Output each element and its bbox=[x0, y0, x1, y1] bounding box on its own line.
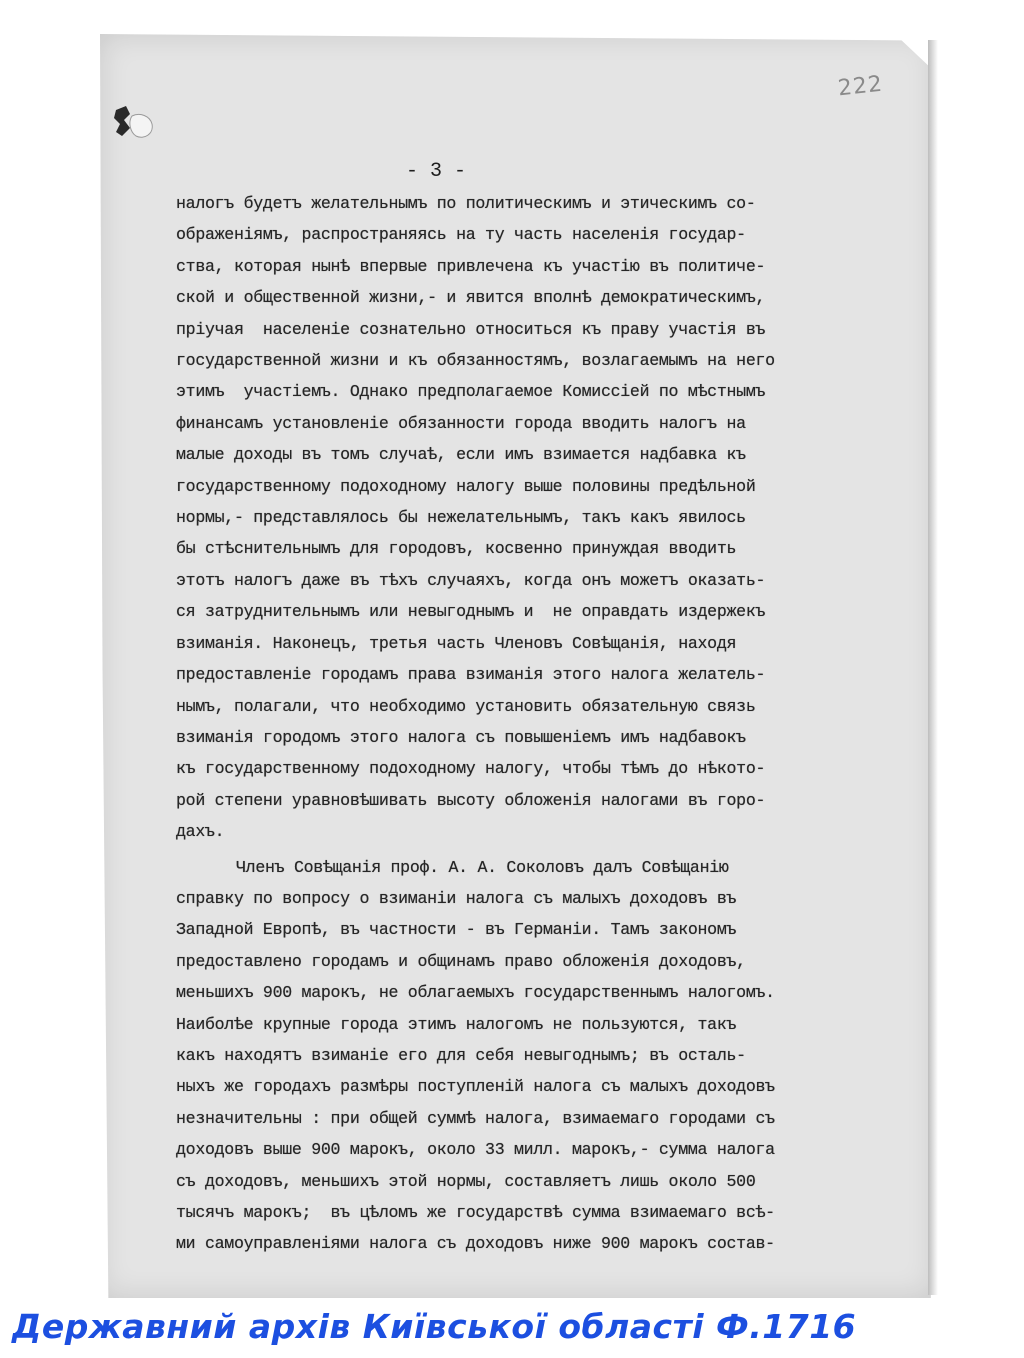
text-line: дахъ. bbox=[176, 822, 225, 842]
text-line: этотъ налогъ даже въ тѣхъ случаяхъ, когда онъ можетъ оказать- bbox=[176, 570, 766, 590]
text-line: предоставлено городамъ и общинамъ право обложенія доходовъ, bbox=[176, 951, 746, 971]
text-line: государственному подоходному налогу выше половины предѣльной bbox=[176, 476, 756, 496]
text-line: ныхъ же городахъ размѣры поступленій налога съ малыхъ доходовъ bbox=[176, 1077, 775, 1097]
text-line: ства, которая нынѣ впервые привлечена къ участію въ политиче- bbox=[176, 256, 766, 276]
text-line: налогъ будетъ желательнымъ по политическимъ и этическимъ со- bbox=[176, 194, 756, 213]
text-line: доходовъ выше 900 марокъ, около 33 милл. марокъ,- сумма налога bbox=[176, 1140, 775, 1160]
text-line: малые доходы въ томъ случаѣ, если имъ взимается надбавка къ bbox=[176, 445, 746, 465]
text-line: государственной жизни и къ обязанностямъ, возлагаемымъ на него bbox=[176, 351, 775, 371]
text-line: нымъ, полагали, что необходимо установить обязательную связь bbox=[176, 696, 756, 716]
typed-text-body bbox=[176, 188, 856, 1260]
paper-edge-shadow bbox=[928, 40, 938, 1295]
text-line: справку по вопросу о взиманіи налога съ малыхъ доходовъ въ bbox=[176, 888, 737, 908]
text-line: Членъ Совѣщанія проф. А. А. Соколовъ далъ Совѣщанію bbox=[236, 857, 729, 877]
text-line: нормы,- представлялось бы нежелательнымъ, такъ какъ явилось bbox=[176, 508, 746, 528]
text-line: этимъ участіемъ. Однако предполагаемое Комиссіей по мѣстнымъ bbox=[176, 382, 766, 402]
text-line: ской и общественной жизни,- и явится вполнѣ демократическимъ, bbox=[176, 288, 766, 308]
text-line: рой степени уравновѣшивать высоту обложенія налогами въ горо- bbox=[176, 790, 766, 810]
text-line: ми самоуправленіями налога съ доходовъ ниже 900 марокъ состав- bbox=[176, 1234, 775, 1254]
archive-sheet-number: 222 bbox=[836, 71, 885, 102]
text-line: взиманія городомъ этого налога съ повышеніемъ имъ надбавокъ bbox=[176, 727, 746, 747]
text-line: меньшихъ 900 марокъ, не облагаемыхъ государственнымъ налогомъ. bbox=[176, 983, 775, 1003]
page-number: - 3 - bbox=[405, 160, 466, 183]
text-line: незначительны : при общей суммѣ налога, взимаемаго городами съ bbox=[176, 1108, 775, 1128]
archive-watermark: Державний архів Київської області Ф.1716 bbox=[12, 1307, 857, 1346]
text-line: ся затруднительнымъ или невыгоднымъ и не оправдать издержекъ bbox=[176, 602, 766, 622]
text-line: пріучая населеніе сознательно относиться къ праву участія въ bbox=[176, 319, 766, 339]
text-line: къ государственному подоходному налогу, чтобы тѣмъ до нѣкото- bbox=[176, 759, 766, 779]
text-line: Наиболѣе крупные города этимъ налогомъ не пользуются, такъ bbox=[176, 1014, 737, 1034]
text-line: ображеніямъ, распространяясь на ту часть населенія государ- bbox=[176, 225, 746, 245]
punch-hole-mark bbox=[110, 102, 156, 148]
text-line: взиманія. Наконецъ, третья часть Членовъ Совѣщанія, находя bbox=[176, 633, 737, 653]
text-line: бы стѣснительнымъ для городовъ, косвенно принуждая вводить bbox=[176, 539, 737, 559]
text-line: финансамъ установленіе обязанности города вводить налогъ на bbox=[176, 413, 746, 433]
text-line: Западной Европѣ, въ частности - въ Германіи. Тамъ закономъ bbox=[176, 920, 737, 940]
text-line: предоставленіе городамъ права взиманія этого налога желатель- bbox=[176, 665, 766, 685]
text-line: съ доходовъ, меньшихъ этой нормы, составляетъ лишь около 500 bbox=[176, 1171, 756, 1191]
text-line: тысячъ марокъ; въ цѣломъ же государствѣ сумма взимаемаго всѣ- bbox=[176, 1203, 775, 1222]
text-line: какъ находятъ взиманіе его для себя невыгоднымъ; въ осталь- bbox=[176, 1045, 746, 1065]
